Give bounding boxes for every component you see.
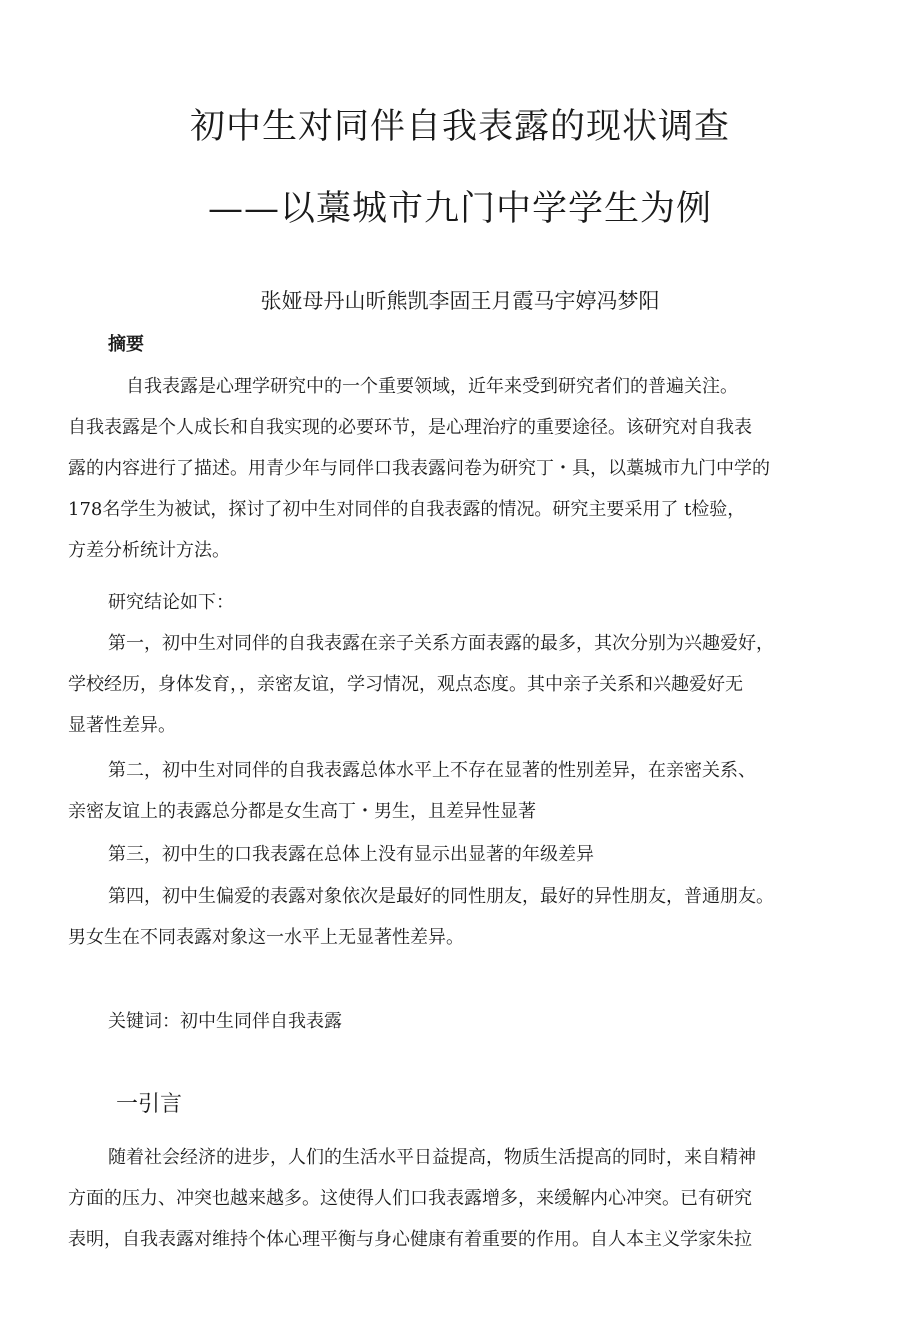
- conclusion-intro-text: 研究结论如下：: [108, 592, 234, 613]
- intro-line: 方面的压力、冲突也越来越多。这使得人们口我表露增多，来缓解内心冲突。已有研究: [68, 1188, 752, 1209]
- abstract-line: 自我表露是个人成长和自我实现的必要环节，是心理治疗的重要途径。该研究对自我表: [68, 417, 752, 438]
- conclusion-intro: [68, 582, 828, 623]
- intro-paragraph: [68, 1137, 828, 1260]
- conclusion-1-paragraph: [68, 623, 828, 746]
- abstract-paragraph: [68, 366, 828, 571]
- section-heading: 一引言: [116, 1092, 183, 1117]
- conclusion-line: 第三，初中生的口我表露在总体上没有显示出显著的年级差异: [108, 844, 594, 865]
- abstract-line: 露的内容进行了描述。用青少年与同伴口我表露问卷为研究丁・具，以藁城市九门中学的: [68, 458, 770, 479]
- conclusion-line: 第一，初中生对同伴的自我表露在亲子关系方面表露的最多，其次分别为兴趣爱好，: [108, 633, 774, 654]
- conclusion-2-paragraph: [68, 750, 828, 832]
- document-subtitle: ——以藁城市九门中学学生为例: [207, 189, 712, 229]
- abstract-line: 178名学生为被试，探讨了初中生对同伴的自我表露的情况。研究主要采用了 t检验，: [68, 499, 746, 520]
- intro-line: 随着社会经济的进步，人们的生活水平日益提高，物质生活提高的同时，来自精神: [108, 1147, 756, 1168]
- conclusion-line: 第四，初中生偏爱的表露对象依次是最好的同性朋友，最好的异性朋友，普通朋友。: [108, 886, 774, 907]
- keywords: 关键词：初中生同伴自我表露: [108, 1011, 342, 1032]
- conclusion-4-paragraph: [68, 876, 828, 958]
- abstract-heading: 摘要: [108, 334, 144, 355]
- document-title: 初中生对同伴自我表露的现状调查: [189, 107, 730, 147]
- author-list: 张娅母丹山昕熊凯李固王月霞马宇婷冯梦阳: [260, 289, 660, 313]
- abstract-line: 方差分析统计方法。: [68, 540, 230, 561]
- conclusion-line: 显著性差异。: [68, 715, 176, 736]
- conclusion-3-paragraph: [68, 834, 828, 875]
- abstract-line: 自我表露是心理学研究中的一个重要领域，近年来受到研究者们的普遍关注。: [126, 376, 738, 397]
- conclusion-line: 第二，初中生对同伴的自我表露总体水平上不存在显著的性别差异，在亲密关系、: [108, 760, 756, 781]
- conclusion-line: 亲密友谊上的表露总分都是女生高丁・男生，且差异性显著: [68, 801, 536, 822]
- conclusion-line: 学校经历，身体发育，，亲密友谊，学习情况，观点态度。其中亲子关系和兴趣爱好无: [68, 674, 743, 695]
- intro-line: 表明，自我表露对维持个体心理平衡与身心健康有着重要的作用。自人本主义学家朱拉: [68, 1229, 752, 1250]
- conclusion-line: 男女生在不同表露对象这一水平上无显著性差异。: [68, 927, 464, 948]
